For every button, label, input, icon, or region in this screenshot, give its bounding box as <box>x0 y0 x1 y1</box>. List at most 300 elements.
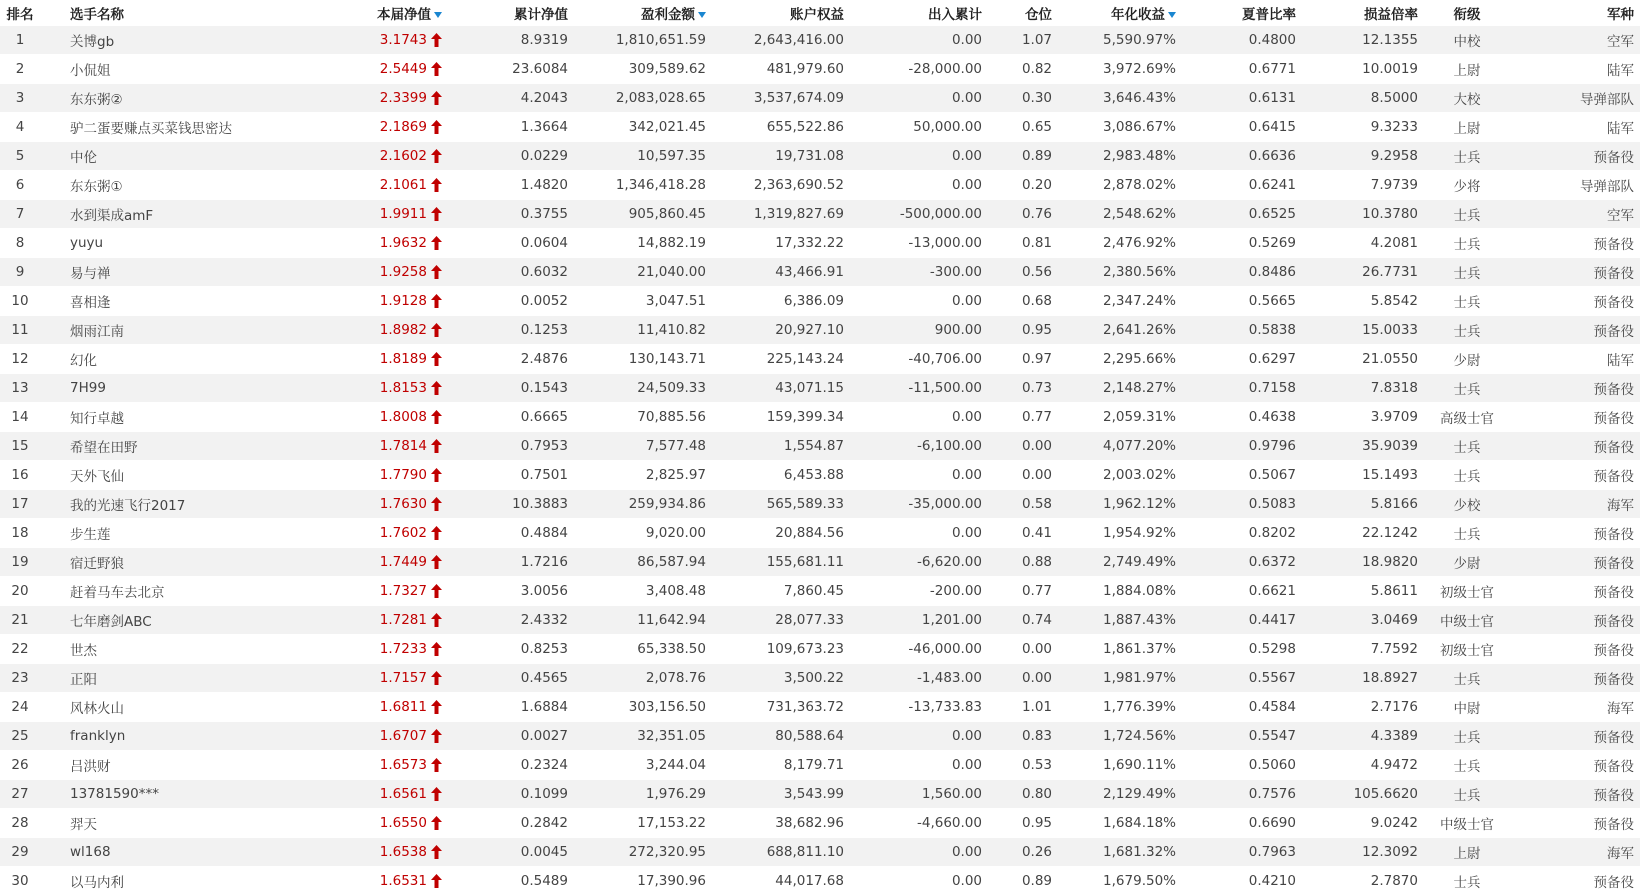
sharpe-cell: 0.8202 <box>1182 519 1302 548</box>
equity-cell: 1,319,827.69 <box>712 200 850 229</box>
position-cell: 0.26 <box>988 838 1058 867</box>
rank-cell: 21 <box>0 606 40 635</box>
cum-net-value-cell: 0.5489 <box>448 867 574 895</box>
flow-cell: 0.00 <box>850 287 988 316</box>
arrow-up-icon <box>431 236 442 250</box>
sharpe-cell: 0.6372 <box>1182 548 1302 577</box>
pl-ratio-cell: 5.8611 <box>1302 577 1424 606</box>
equity-cell: 6,453.88 <box>712 461 850 490</box>
equity-cell: 481,979.60 <box>712 55 850 84</box>
table-row[interactable] <box>0 113 1640 142</box>
net-value-cell <box>332 403 448 432</box>
profit-cell: 9,020.00 <box>574 519 712 548</box>
cum-net-value-cell: 2.4332 <box>448 606 574 635</box>
army-cell: 空军 <box>1510 26 1640 55</box>
pl-ratio-cell: 2.7870 <box>1302 867 1424 895</box>
army-cell: 预备役 <box>1510 809 1640 838</box>
profit-cell: 309,589.62 <box>574 55 712 84</box>
table-row[interactable] <box>0 55 1640 84</box>
position-cell: 1.07 <box>988 26 1058 55</box>
sharpe-cell: 0.6621 <box>1182 577 1302 606</box>
profit-cell: 1,346,418.28 <box>574 171 712 200</box>
flow-cell: 0.00 <box>850 26 988 55</box>
army-cell: 预备役 <box>1510 142 1640 171</box>
annual-cell: 1,954.92% <box>1058 519 1182 548</box>
pl-ratio-cell: 15.1493 <box>1302 461 1424 490</box>
pl-ratio-cell: 9.2958 <box>1302 142 1424 171</box>
table-row[interactable] <box>0 519 1640 548</box>
sharpe-cell: 0.5067 <box>1182 461 1302 490</box>
player-name-link[interactable]: 烟雨江南 <box>40 316 332 345</box>
equity-cell: 44,017.68 <box>712 867 850 895</box>
table-row[interactable] <box>0 722 1640 751</box>
rank-cell: 2 <box>0 55 40 84</box>
title-cell: 少尉 <box>1424 548 1510 577</box>
rank-cell: 13 <box>0 374 40 403</box>
annual-cell: 3,086.67% <box>1058 113 1182 142</box>
header-net-value-label: 本届净值 <box>377 7 431 23</box>
net-value-cell <box>332 345 448 374</box>
table-row[interactable] <box>0 548 1640 577</box>
position-cell: 0.95 <box>988 316 1058 345</box>
arrow-up-icon <box>431 845 442 859</box>
player-name-link[interactable]: wl168 <box>40 838 332 867</box>
flow-cell: 0.00 <box>850 519 988 548</box>
net-value: 1.6531 <box>380 873 427 889</box>
army-cell: 预备役 <box>1510 867 1640 895</box>
sharpe-cell: 0.9796 <box>1182 432 1302 461</box>
profit-cell: 259,934.86 <box>574 490 712 519</box>
net-value-cell <box>332 606 448 635</box>
table-row[interactable] <box>0 490 1640 519</box>
table-row[interactable] <box>0 287 1640 316</box>
army-cell: 预备役 <box>1510 635 1640 664</box>
player-name-link[interactable]: 易与禅 <box>40 258 332 287</box>
pl-ratio-cell: 3.9709 <box>1302 403 1424 432</box>
sort-desc-icon[interactable] <box>1168 12 1176 18</box>
rank-cell: 17 <box>0 490 40 519</box>
flow-cell: -500,000.00 <box>850 200 988 229</box>
title-cell: 士兵 <box>1424 461 1510 490</box>
player-name-link[interactable]: 我的光速飞行2017 <box>40 490 332 519</box>
net-value: 2.1869 <box>380 119 427 135</box>
equity-cell: 688,811.10 <box>712 838 850 867</box>
header-annual-sort[interactable] <box>1058 0 1182 26</box>
sharpe-cell: 0.4417 <box>1182 606 1302 635</box>
profit-cell: 7,577.48 <box>574 432 712 461</box>
net-value-cell <box>332 809 448 838</box>
player-name-link[interactable]: 7H99 <box>40 374 332 403</box>
annual-cell: 2,983.48% <box>1058 142 1182 171</box>
sharpe-cell: 0.6297 <box>1182 345 1302 374</box>
position-cell: 0.65 <box>988 113 1058 142</box>
player-name-link[interactable]: 小侃姐 <box>40 55 332 84</box>
net-value-cell <box>332 519 448 548</box>
flow-cell: 1,560.00 <box>850 780 988 809</box>
annual-cell: 1,884.08% <box>1058 577 1182 606</box>
net-value-cell <box>332 26 448 55</box>
table-row[interactable] <box>0 838 1640 867</box>
table-header <box>0 0 1640 26</box>
header-profit-label: 盈利金额 <box>641 7 695 23</box>
title-cell: 士兵 <box>1424 316 1510 345</box>
title-cell: 中校 <box>1424 26 1510 55</box>
profit-cell: 21,040.00 <box>574 258 712 287</box>
flow-cell: 0.00 <box>850 461 988 490</box>
equity-cell: 3,543.99 <box>712 780 850 809</box>
army-cell: 预备役 <box>1510 751 1640 780</box>
cum-net-value-cell: 0.1253 <box>448 316 574 345</box>
net-value-cell <box>332 838 448 867</box>
arrow-up-icon <box>431 526 442 540</box>
sharpe-cell: 0.6131 <box>1182 84 1302 113</box>
table-row[interactable] <box>0 171 1640 200</box>
title-cell: 初级士官 <box>1424 577 1510 606</box>
player-name-link[interactable]: 吕洪财 <box>40 751 332 780</box>
arrow-up-icon <box>431 497 442 511</box>
pl-ratio-cell: 10.3780 <box>1302 200 1424 229</box>
flow-cell: -4,660.00 <box>850 809 988 838</box>
player-name-link[interactable]: 东东粥① <box>40 171 332 200</box>
player-name-link[interactable]: 知行卓越 <box>40 403 332 432</box>
title-cell: 士兵 <box>1424 229 1510 258</box>
net-value: 1.7449 <box>380 554 427 570</box>
sharpe-cell: 0.6415 <box>1182 113 1302 142</box>
arrow-up-icon <box>431 294 442 308</box>
rank-cell: 12 <box>0 345 40 374</box>
sharpe-cell: 0.5060 <box>1182 751 1302 780</box>
sharpe-cell: 0.7963 <box>1182 838 1302 867</box>
net-value: 2.1602 <box>380 148 427 164</box>
sharpe-cell: 0.8486 <box>1182 258 1302 287</box>
title-cell: 初级士官 <box>1424 635 1510 664</box>
player-name-link[interactable]: 中伦 <box>40 142 332 171</box>
rank-cell: 4 <box>0 113 40 142</box>
annual-cell: 2,476.92% <box>1058 229 1182 258</box>
net-value: 1.9128 <box>380 293 427 309</box>
sharpe-cell: 0.4210 <box>1182 867 1302 895</box>
army-cell: 预备役 <box>1510 316 1640 345</box>
table-row[interactable] <box>0 751 1640 780</box>
table-row[interactable] <box>0 26 1640 55</box>
player-name-link[interactable]: franklyn <box>40 722 332 751</box>
equity-cell: 8,179.71 <box>712 751 850 780</box>
header-position: 仓位 <box>988 0 1058 26</box>
table-row[interactable] <box>0 693 1640 722</box>
arrow-up-icon <box>431 642 442 656</box>
player-name-link[interactable]: 风林火山 <box>40 693 332 722</box>
arrow-up-icon <box>431 381 442 395</box>
profit-cell: 32,351.05 <box>574 722 712 751</box>
army-cell: 预备役 <box>1510 606 1640 635</box>
equity-cell: 43,466.91 <box>712 258 850 287</box>
position-cell: 0.00 <box>988 461 1058 490</box>
table-row[interactable] <box>0 403 1640 432</box>
position-cell: 1.01 <box>988 693 1058 722</box>
net-value-cell <box>332 577 448 606</box>
player-name-link[interactable]: 幻化 <box>40 345 332 374</box>
rank-cell: 30 <box>0 867 40 895</box>
rank-cell: 5 <box>0 142 40 171</box>
player-name-link[interactable]: 东东粥② <box>40 84 332 113</box>
annual-cell: 3,972.69% <box>1058 55 1182 84</box>
cum-net-value-cell: 1.6884 <box>448 693 574 722</box>
table-row[interactable] <box>0 142 1640 171</box>
header-annual-label: 年化收益 <box>1111 7 1165 23</box>
position-cell: 0.81 <box>988 229 1058 258</box>
player-name-link[interactable]: 正阳 <box>40 664 332 693</box>
equity-cell: 43,071.15 <box>712 374 850 403</box>
table-row[interactable] <box>0 606 1640 635</box>
header-profit-sort[interactable] <box>574 0 712 26</box>
arrow-up-icon <box>431 758 442 772</box>
table-row[interactable] <box>0 374 1640 403</box>
annual-cell: 1,681.32% <box>1058 838 1182 867</box>
header-cum-net-value: 累计净值 <box>448 0 574 26</box>
net-value: 1.7630 <box>380 496 427 512</box>
header-name: 选手名称 <box>40 0 332 26</box>
flow-cell: 0.00 <box>850 171 988 200</box>
profit-cell: 3,244.04 <box>574 751 712 780</box>
pl-ratio-cell: 4.3389 <box>1302 722 1424 751</box>
sharpe-cell: 0.6241 <box>1182 171 1302 200</box>
profit-cell: 70,885.56 <box>574 403 712 432</box>
cum-net-value-cell: 2.4876 <box>448 345 574 374</box>
arrow-up-icon <box>431 468 442 482</box>
position-cell: 0.83 <box>988 722 1058 751</box>
arrow-up-icon <box>431 62 442 76</box>
player-name-link[interactable]: 步生莲 <box>40 519 332 548</box>
player-name-link[interactable]: 天外飞仙 <box>40 461 332 490</box>
title-cell: 士兵 <box>1424 142 1510 171</box>
rank-cell: 19 <box>0 548 40 577</box>
pl-ratio-cell: 7.7592 <box>1302 635 1424 664</box>
sharpe-cell: 0.6690 <box>1182 809 1302 838</box>
header-net-value-sort[interactable] <box>332 0 448 26</box>
position-cell: 0.00 <box>988 432 1058 461</box>
pl-ratio-cell: 18.8927 <box>1302 664 1424 693</box>
flow-cell: 0.00 <box>850 838 988 867</box>
table-row[interactable] <box>0 258 1640 287</box>
net-value: 1.8982 <box>380 322 427 338</box>
player-name-link[interactable]: yuyu <box>40 229 332 258</box>
table-row[interactable] <box>0 461 1640 490</box>
equity-cell: 565,589.33 <box>712 490 850 519</box>
rank-cell: 28 <box>0 809 40 838</box>
player-name-link[interactable]: 世杰 <box>40 635 332 664</box>
player-name-link[interactable]: 以马内利 <box>40 867 332 895</box>
position-cell: 0.41 <box>988 519 1058 548</box>
player-name-link[interactable]: 七年磨剑ABC <box>40 606 332 635</box>
annual-cell: 2,878.02% <box>1058 171 1182 200</box>
profit-cell: 11,410.82 <box>574 316 712 345</box>
net-value: 1.6538 <box>380 844 427 860</box>
army-cell: 预备役 <box>1510 403 1640 432</box>
cum-net-value-cell: 0.4884 <box>448 519 574 548</box>
position-cell: 0.00 <box>988 664 1058 693</box>
position-cell: 0.82 <box>988 55 1058 84</box>
pl-ratio-cell: 4.9472 <box>1302 751 1424 780</box>
position-cell: 0.30 <box>988 84 1058 113</box>
annual-cell: 2,059.31% <box>1058 403 1182 432</box>
title-cell: 上尉 <box>1424 838 1510 867</box>
army-cell: 海军 <box>1510 838 1640 867</box>
player-name-link[interactable]: 水到渠成amF <box>40 200 332 229</box>
flow-cell: 0.00 <box>850 751 988 780</box>
pl-ratio-cell: 5.8542 <box>1302 287 1424 316</box>
army-cell: 陆军 <box>1510 55 1640 84</box>
arrow-up-icon <box>431 787 442 801</box>
table-row[interactable] <box>0 200 1640 229</box>
pl-ratio-cell: 7.8318 <box>1302 374 1424 403</box>
net-value: 1.6561 <box>380 786 427 802</box>
net-value: 1.7281 <box>380 612 427 628</box>
arrow-up-icon <box>431 352 442 366</box>
player-name-link[interactable]: 宿迁野狼 <box>40 548 332 577</box>
title-cell: 少将 <box>1424 171 1510 200</box>
profit-cell: 86,587.94 <box>574 548 712 577</box>
cum-net-value-cell: 3.0056 <box>448 577 574 606</box>
army-cell: 预备役 <box>1510 548 1640 577</box>
player-name-link[interactable]: 驴二蛋要赚点买菜钱思密达 <box>40 113 332 142</box>
annual-cell: 4,077.20% <box>1058 432 1182 461</box>
pl-ratio-cell: 3.0469 <box>1302 606 1424 635</box>
annual-cell: 1,887.43% <box>1058 606 1182 635</box>
table-row[interactable] <box>0 635 1640 664</box>
title-cell: 士兵 <box>1424 374 1510 403</box>
sharpe-cell: 0.7576 <box>1182 780 1302 809</box>
table-row[interactable] <box>0 316 1640 345</box>
sharpe-cell: 0.5083 <box>1182 490 1302 519</box>
position-cell: 0.95 <box>988 809 1058 838</box>
arrow-up-icon <box>431 178 442 192</box>
profit-cell: 2,825.97 <box>574 461 712 490</box>
pl-ratio-cell: 8.5000 <box>1302 84 1424 113</box>
cum-net-value-cell: 1.4820 <box>448 171 574 200</box>
flow-cell: -6,100.00 <box>850 432 988 461</box>
table-row[interactable] <box>0 664 1640 693</box>
profit-cell: 905,860.45 <box>574 200 712 229</box>
equity-cell: 19,731.08 <box>712 142 850 171</box>
net-value: 2.3399 <box>380 90 427 106</box>
flow-cell: 0.00 <box>850 84 988 113</box>
rank-cell: 27 <box>0 780 40 809</box>
equity-cell: 38,682.96 <box>712 809 850 838</box>
profit-cell: 1,810,651.59 <box>574 26 712 55</box>
cum-net-value-cell: 8.9319 <box>448 26 574 55</box>
net-value-cell <box>332 287 448 316</box>
annual-cell: 1,684.18% <box>1058 809 1182 838</box>
rank-cell: 15 <box>0 432 40 461</box>
rank-cell: 26 <box>0 751 40 780</box>
net-value: 1.7327 <box>380 583 427 599</box>
arrow-up-icon <box>431 149 442 163</box>
net-value: 3.1743 <box>380 32 427 48</box>
position-cell: 0.53 <box>988 751 1058 780</box>
net-value-cell <box>332 84 448 113</box>
position-cell: 0.88 <box>988 548 1058 577</box>
flow-cell: 0.00 <box>850 142 988 171</box>
flow-cell: 0.00 <box>850 722 988 751</box>
army-cell: 预备役 <box>1510 664 1640 693</box>
position-cell: 0.89 <box>988 142 1058 171</box>
pl-ratio-cell: 9.3233 <box>1302 113 1424 142</box>
header-equity: 账户权益 <box>712 0 850 26</box>
sort-desc-icon[interactable] <box>698 12 706 18</box>
player-name-link[interactable]: 13781590*** <box>40 780 332 809</box>
header-title: 衔级 <box>1424 0 1510 26</box>
table-row[interactable] <box>0 345 1640 374</box>
profit-cell: 3,047.51 <box>574 287 712 316</box>
annual-cell: 1,690.11% <box>1058 751 1182 780</box>
title-cell: 士兵 <box>1424 200 1510 229</box>
annual-cell: 1,679.50% <box>1058 867 1182 895</box>
annual-cell: 1,724.56% <box>1058 722 1182 751</box>
table-row[interactable] <box>0 809 1640 838</box>
table-row[interactable] <box>0 577 1640 606</box>
equity-cell: 3,537,674.09 <box>712 84 850 113</box>
sharpe-cell: 0.7158 <box>1182 374 1302 403</box>
player-name-link[interactable]: 希望在田野 <box>40 432 332 461</box>
army-cell: 预备役 <box>1510 287 1640 316</box>
net-value: 1.8153 <box>380 380 427 396</box>
net-value-cell <box>332 722 448 751</box>
flow-cell: -28,000.00 <box>850 55 988 84</box>
flow-cell: -40,706.00 <box>850 345 988 374</box>
player-name-link[interactable]: 关博gb <box>40 26 332 55</box>
net-value-cell <box>332 258 448 287</box>
equity-cell: 28,077.33 <box>712 606 850 635</box>
cum-net-value-cell: 0.6665 <box>448 403 574 432</box>
annual-cell: 1,962.12% <box>1058 490 1182 519</box>
pl-ratio-cell: 18.9820 <box>1302 548 1424 577</box>
net-value: 1.6550 <box>380 815 427 831</box>
sharpe-cell: 0.5298 <box>1182 635 1302 664</box>
annual-cell: 2,148.27% <box>1058 374 1182 403</box>
cum-net-value-cell: 0.6032 <box>448 258 574 287</box>
net-value-cell <box>332 751 448 780</box>
title-cell: 中级士官 <box>1424 606 1510 635</box>
pl-ratio-cell: 4.2081 <box>1302 229 1424 258</box>
position-cell: 0.68 <box>988 287 1058 316</box>
arrow-up-icon <box>431 816 442 830</box>
sort-desc-icon[interactable] <box>434 12 442 18</box>
player-name-link[interactable]: 赶着马车去北京 <box>40 577 332 606</box>
player-name-link[interactable]: 羿天 <box>40 809 332 838</box>
title-cell: 士兵 <box>1424 258 1510 287</box>
table-row[interactable] <box>0 432 1640 461</box>
player-name-link[interactable]: 喜相逢 <box>40 287 332 316</box>
title-cell: 少校 <box>1424 490 1510 519</box>
table-row[interactable] <box>0 867 1640 895</box>
cum-net-value-cell: 0.4565 <box>448 664 574 693</box>
net-value-cell <box>332 693 448 722</box>
profit-cell: 1,976.29 <box>574 780 712 809</box>
header-army: 军种 <box>1510 0 1640 26</box>
profit-cell: 11,642.94 <box>574 606 712 635</box>
equity-cell: 731,363.72 <box>712 693 850 722</box>
header-rank: 排名 <box>0 0 40 26</box>
equity-cell: 6,386.09 <box>712 287 850 316</box>
profit-cell: 342,021.45 <box>574 113 712 142</box>
table-row[interactable] <box>0 229 1640 258</box>
table-body <box>0 26 1640 895</box>
position-cell: 0.76 <box>988 200 1058 229</box>
table-row[interactable] <box>0 780 1640 809</box>
rank-cell: 6 <box>0 171 40 200</box>
table-row[interactable] <box>0 84 1640 113</box>
net-value: 1.7814 <box>380 438 427 454</box>
